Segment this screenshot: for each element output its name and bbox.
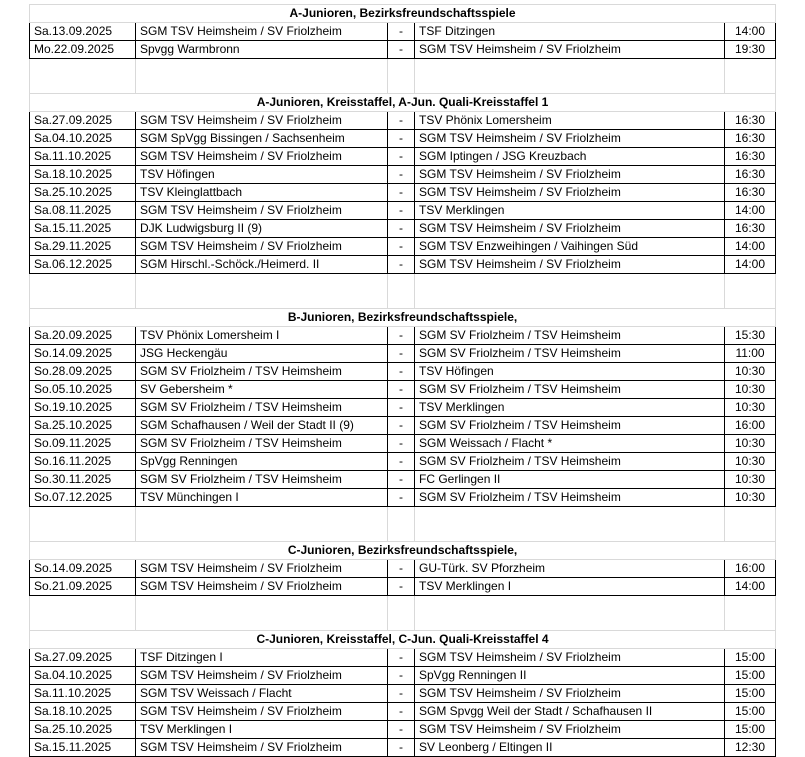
- spacer-cell: [136, 76, 388, 94]
- spacer-cell: [415, 596, 725, 614]
- match-row: [30, 667, 776, 685]
- away-team: SGM SV Friolzheim / TSV Heimsheim: [415, 381, 725, 399]
- match-row: [30, 560, 776, 578]
- kickoff-time: 15:30: [725, 327, 776, 345]
- spacer-row: [30, 274, 776, 292]
- spacer-row: [30, 59, 776, 77]
- spacer-cell: [136, 507, 388, 525]
- away-team: SGM TSV Heimsheim / SV Friolzheim: [415, 184, 725, 202]
- match-date: Sa.25.10.2025: [30, 417, 136, 435]
- home-team: TSV Phönix Lomersheim I: [136, 327, 388, 345]
- away-team: SGM TSV Enzweihingen / Vaihingen Süd: [415, 238, 725, 256]
- separator: -: [388, 130, 415, 148]
- away-team: SGM TSV Heimsheim / SV Friolzheim: [415, 721, 725, 739]
- home-team: SGM TSV Heimsheim / SV Friolzheim: [136, 560, 388, 578]
- kickoff-time: 15:00: [725, 649, 776, 667]
- away-team: SGM SV Friolzheim / TSV Heimsheim: [415, 327, 725, 345]
- match-date: Sa.29.11.2025: [30, 238, 136, 256]
- kickoff-time: 10:30: [725, 381, 776, 399]
- separator: -: [388, 238, 415, 256]
- match-date: So.21.09.2025: [30, 578, 136, 596]
- separator: -: [388, 184, 415, 202]
- match-row: [30, 327, 776, 345]
- section-title: A-Junioren, Bezirksfreundschaftsspiele: [30, 5, 776, 23]
- match-row: [30, 578, 776, 596]
- away-team: SGM TSV Heimsheim / SV Friolzheim: [415, 220, 725, 238]
- kickoff-time: 14:00: [725, 23, 776, 41]
- spacer-cell: [136, 524, 388, 542]
- kickoff-time: 16:30: [725, 148, 776, 166]
- kickoff-time: 15:00: [725, 703, 776, 721]
- section-title: C-Junioren, Bezirksfreundschaftsspiele,: [30, 542, 776, 560]
- kickoff-time: 16:30: [725, 184, 776, 202]
- home-team: SGM SV Friolzheim / TSV Heimsheim: [136, 363, 388, 381]
- kickoff-time: 14:00: [725, 238, 776, 256]
- match-date: Sa.04.10.2025: [30, 130, 136, 148]
- match-row: [30, 363, 776, 381]
- separator: -: [388, 560, 415, 578]
- separator: -: [388, 166, 415, 184]
- away-team: SGM Spvgg Weil der Stadt / Schafhausen II: [415, 703, 725, 721]
- section-header-row: [30, 309, 776, 327]
- kickoff-time: 16:30: [725, 130, 776, 148]
- match-row: [30, 417, 776, 435]
- home-team: SGM SV Friolzheim / TSV Heimsheim: [136, 471, 388, 489]
- match-row: [30, 166, 776, 184]
- home-team: SGM TSV Heimsheim / SV Friolzheim: [136, 739, 388, 757]
- match-row: [30, 41, 776, 59]
- match-date: Sa.04.10.2025: [30, 667, 136, 685]
- home-team: TSV Merklingen I: [136, 721, 388, 739]
- kickoff-time: 16:30: [725, 220, 776, 238]
- separator: -: [388, 471, 415, 489]
- away-team: SGM SV Friolzheim / TSV Heimsheim: [415, 489, 725, 507]
- match-date: Sa.08.11.2025: [30, 202, 136, 220]
- spacer-row: [30, 76, 776, 94]
- away-team: TSV Höfingen: [415, 363, 725, 381]
- spacer-cell: [388, 596, 415, 614]
- home-team: SGM TSV Heimsheim / SV Friolzheim: [136, 703, 388, 721]
- home-team: TSV Höfingen: [136, 166, 388, 184]
- match-row: [30, 435, 776, 453]
- match-date: So.16.11.2025: [30, 453, 136, 471]
- section-header-row: [30, 5, 776, 23]
- spacer-cell: [30, 596, 136, 614]
- match-date: So.19.10.2025: [30, 399, 136, 417]
- home-team: TSV Kleinglattbach: [136, 184, 388, 202]
- section-header-row: [30, 631, 776, 649]
- separator: -: [388, 667, 415, 685]
- match-row: [30, 649, 776, 667]
- match-row: [30, 489, 776, 507]
- spacer-cell: [415, 291, 725, 309]
- away-team: TSV Merklingen: [415, 399, 725, 417]
- spacer-cell: [388, 507, 415, 525]
- home-team: SGM TSV Weissach / Flacht: [136, 685, 388, 703]
- spacer-cell: [725, 59, 776, 77]
- spacer-cell: [388, 524, 415, 542]
- match-row: [30, 703, 776, 721]
- spacer-cell: [725, 76, 776, 94]
- match-row: [30, 220, 776, 238]
- separator: -: [388, 649, 415, 667]
- spacer-cell: [30, 507, 136, 525]
- separator: -: [388, 202, 415, 220]
- separator: -: [388, 327, 415, 345]
- kickoff-time: 10:30: [725, 363, 776, 381]
- match-row: [30, 202, 776, 220]
- separator: -: [388, 453, 415, 471]
- spacer-cell: [415, 59, 725, 77]
- match-date: So.09.11.2025: [30, 435, 136, 453]
- schedule-table: [29, 4, 776, 757]
- spacer-cell: [136, 596, 388, 614]
- spacer-row: [30, 613, 776, 631]
- spacer-cell: [136, 291, 388, 309]
- match-row: [30, 471, 776, 489]
- away-team: SGM TSV Heimsheim / SV Friolzheim: [415, 256, 725, 274]
- away-team: TSV Phönix Lomersheim: [415, 112, 725, 130]
- home-team: JSG Heckengäu: [136, 345, 388, 363]
- section-header-row: [30, 94, 776, 112]
- spacer-cell: [415, 274, 725, 292]
- kickoff-time: 10:30: [725, 453, 776, 471]
- spacer-cell: [30, 59, 136, 77]
- match-row: [30, 130, 776, 148]
- home-team: TSV Münchingen I: [136, 489, 388, 507]
- kickoff-time: 16:30: [725, 112, 776, 130]
- match-row: [30, 23, 776, 41]
- away-team: TSV Merklingen I: [415, 578, 725, 596]
- schedule-sheet: [29, 4, 776, 757]
- spacer-cell: [415, 507, 725, 525]
- kickoff-time: 10:30: [725, 471, 776, 489]
- separator: -: [388, 739, 415, 757]
- home-team: SGM TSV Heimsheim / SV Friolzheim: [136, 202, 388, 220]
- home-team: SGM TSV Heimsheim / SV Friolzheim: [136, 23, 388, 41]
- match-row: [30, 238, 776, 256]
- separator: -: [388, 578, 415, 596]
- separator: -: [388, 721, 415, 739]
- kickoff-time: 16:00: [725, 560, 776, 578]
- kickoff-time: 19:30: [725, 41, 776, 59]
- spacer-cell: [388, 274, 415, 292]
- home-team: SGM SV Friolzheim / TSV Heimsheim: [136, 435, 388, 453]
- spacer-cell: [415, 76, 725, 94]
- home-team: SGM TSV Heimsheim / SV Friolzheim: [136, 112, 388, 130]
- section-title: B-Junioren, Bezirksfreundschaftsspiele,: [30, 309, 776, 327]
- match-date: Sa.15.11.2025: [30, 739, 136, 757]
- away-team: SGM SV Friolzheim / TSV Heimsheim: [415, 345, 725, 363]
- spacer-cell: [388, 59, 415, 77]
- spacer-cell: [136, 274, 388, 292]
- spacer-cell: [388, 291, 415, 309]
- away-team: SGM Iptingen / JSG Kreuzbach: [415, 148, 725, 166]
- spacer-cell: [725, 596, 776, 614]
- match-row: [30, 112, 776, 130]
- spacer-row: [30, 596, 776, 614]
- spacer-cell: [388, 613, 415, 631]
- spacer-cell: [30, 76, 136, 94]
- away-team: SGM TSV Heimsheim / SV Friolzheim: [415, 41, 725, 59]
- match-row: [30, 453, 776, 471]
- home-team: SGM TSV Heimsheim / SV Friolzheim: [136, 667, 388, 685]
- kickoff-time: 14:00: [725, 578, 776, 596]
- match-row: [30, 739, 776, 757]
- away-team: SV Leonberg / Eltingen II: [415, 739, 725, 757]
- match-row: [30, 381, 776, 399]
- separator: -: [388, 489, 415, 507]
- match-date: Sa.27.09.2025: [30, 649, 136, 667]
- match-row: [30, 685, 776, 703]
- separator: -: [388, 148, 415, 166]
- separator: -: [388, 435, 415, 453]
- kickoff-time: 15:00: [725, 685, 776, 703]
- spacer-cell: [415, 524, 725, 542]
- spacer-cell: [725, 613, 776, 631]
- spacer-cell: [725, 274, 776, 292]
- kickoff-time: 11:00: [725, 345, 776, 363]
- spacer-cell: [30, 613, 136, 631]
- home-team: Spvgg Warmbronn: [136, 41, 388, 59]
- spacer-cell: [30, 524, 136, 542]
- separator: -: [388, 41, 415, 59]
- away-team: SGM TSV Heimsheim / SV Friolzheim: [415, 166, 725, 184]
- away-team: SGM SV Friolzheim / TSV Heimsheim: [415, 453, 725, 471]
- schedule-body: [30, 5, 776, 757]
- match-date: Mo.22.09.2025: [30, 41, 136, 59]
- spacer-cell: [388, 76, 415, 94]
- kickoff-time: 15:00: [725, 667, 776, 685]
- match-date: Sa.06.12.2025: [30, 256, 136, 274]
- away-team: TSF Ditzingen: [415, 23, 725, 41]
- match-date: So.14.09.2025: [30, 345, 136, 363]
- home-team: SGM TSV Heimsheim / SV Friolzheim: [136, 578, 388, 596]
- spacer-cell: [30, 274, 136, 292]
- match-date: Sa.15.11.2025: [30, 220, 136, 238]
- separator: -: [388, 256, 415, 274]
- home-team: SGM TSV Heimsheim / SV Friolzheim: [136, 148, 388, 166]
- separator: -: [388, 399, 415, 417]
- home-team: SGM Schafhausen / Weil der Stadt II (9): [136, 417, 388, 435]
- away-team: FC Gerlingen II: [415, 471, 725, 489]
- match-row: [30, 399, 776, 417]
- kickoff-time: 16:00: [725, 417, 776, 435]
- match-date: So.14.09.2025: [30, 560, 136, 578]
- match-date: So.05.10.2025: [30, 381, 136, 399]
- spacer-row: [30, 524, 776, 542]
- away-team: SGM TSV Heimsheim / SV Friolzheim: [415, 649, 725, 667]
- match-date: Sa.20.09.2025: [30, 327, 136, 345]
- spacer-row: [30, 507, 776, 525]
- spacer-cell: [136, 613, 388, 631]
- match-date: Sa.18.10.2025: [30, 166, 136, 184]
- kickoff-time: 14:00: [725, 256, 776, 274]
- home-team: SpVgg Renningen: [136, 453, 388, 471]
- match-date: So.28.09.2025: [30, 363, 136, 381]
- away-team: SGM TSV Heimsheim / SV Friolzheim: [415, 130, 725, 148]
- section-header-row: [30, 542, 776, 560]
- separator: -: [388, 703, 415, 721]
- separator: -: [388, 381, 415, 399]
- home-team: SGM Hirschl.-Schöck./Heimerd. II: [136, 256, 388, 274]
- spacer-cell: [725, 291, 776, 309]
- kickoff-time: 16:30: [725, 166, 776, 184]
- separator: -: [388, 23, 415, 41]
- match-date: Sa.25.10.2025: [30, 184, 136, 202]
- kickoff-time: 10:30: [725, 489, 776, 507]
- match-date: Sa.27.09.2025: [30, 112, 136, 130]
- away-team: SpVgg Renningen II: [415, 667, 725, 685]
- kickoff-time: 10:30: [725, 435, 776, 453]
- spacer-cell: [136, 59, 388, 77]
- away-team: SGM TSV Heimsheim / SV Friolzheim: [415, 685, 725, 703]
- match-row: [30, 721, 776, 739]
- match-row: [30, 184, 776, 202]
- match-row: [30, 256, 776, 274]
- separator: -: [388, 417, 415, 435]
- section-title: A-Junioren, Kreisstaffel, A-Jun. Quali-Kreisstaffel 1: [30, 94, 776, 112]
- kickoff-time: 10:30: [725, 399, 776, 417]
- section-title: C-Junioren, Kreisstaffel, C-Jun. Quali-Kreisstaffel 4: [30, 631, 776, 649]
- spacer-cell: [725, 524, 776, 542]
- separator: -: [388, 685, 415, 703]
- kickoff-time: 15:00: [725, 721, 776, 739]
- spacer-row: [30, 291, 776, 309]
- match-date: So.30.11.2025: [30, 471, 136, 489]
- match-row: [30, 148, 776, 166]
- away-team: SGM Weissach / Flacht *: [415, 435, 725, 453]
- separator: -: [388, 112, 415, 130]
- home-team: SGM SpVgg Bissingen / Sachsenheim: [136, 130, 388, 148]
- home-team: SGM SV Friolzheim / TSV Heimsheim: [136, 399, 388, 417]
- spacer-cell: [30, 291, 136, 309]
- kickoff-time: 12:30: [725, 739, 776, 757]
- home-team: DJK Ludwigsburg II (9): [136, 220, 388, 238]
- kickoff-time: 14:00: [725, 202, 776, 220]
- separator: -: [388, 345, 415, 363]
- away-team: SGM SV Friolzheim / TSV Heimsheim: [415, 417, 725, 435]
- home-team: SGM TSV Heimsheim / SV Friolzheim: [136, 238, 388, 256]
- match-date: Sa.11.10.2025: [30, 685, 136, 703]
- match-date: Sa.25.10.2025: [30, 721, 136, 739]
- spacer-cell: [725, 507, 776, 525]
- home-team: TSF Ditzingen I: [136, 649, 388, 667]
- away-team: TSV Merklingen: [415, 202, 725, 220]
- away-team: GU-Türk. SV Pforzheim: [415, 560, 725, 578]
- home-team: SV Gebersheim *: [136, 381, 388, 399]
- match-date: Sa.18.10.2025: [30, 703, 136, 721]
- separator: -: [388, 363, 415, 381]
- match-date: Sa.11.10.2025: [30, 148, 136, 166]
- match-row: [30, 345, 776, 363]
- match-date: Sa.13.09.2025: [30, 23, 136, 41]
- separator: -: [388, 220, 415, 238]
- match-date: So.07.12.2025: [30, 489, 136, 507]
- spacer-cell: [415, 613, 725, 631]
